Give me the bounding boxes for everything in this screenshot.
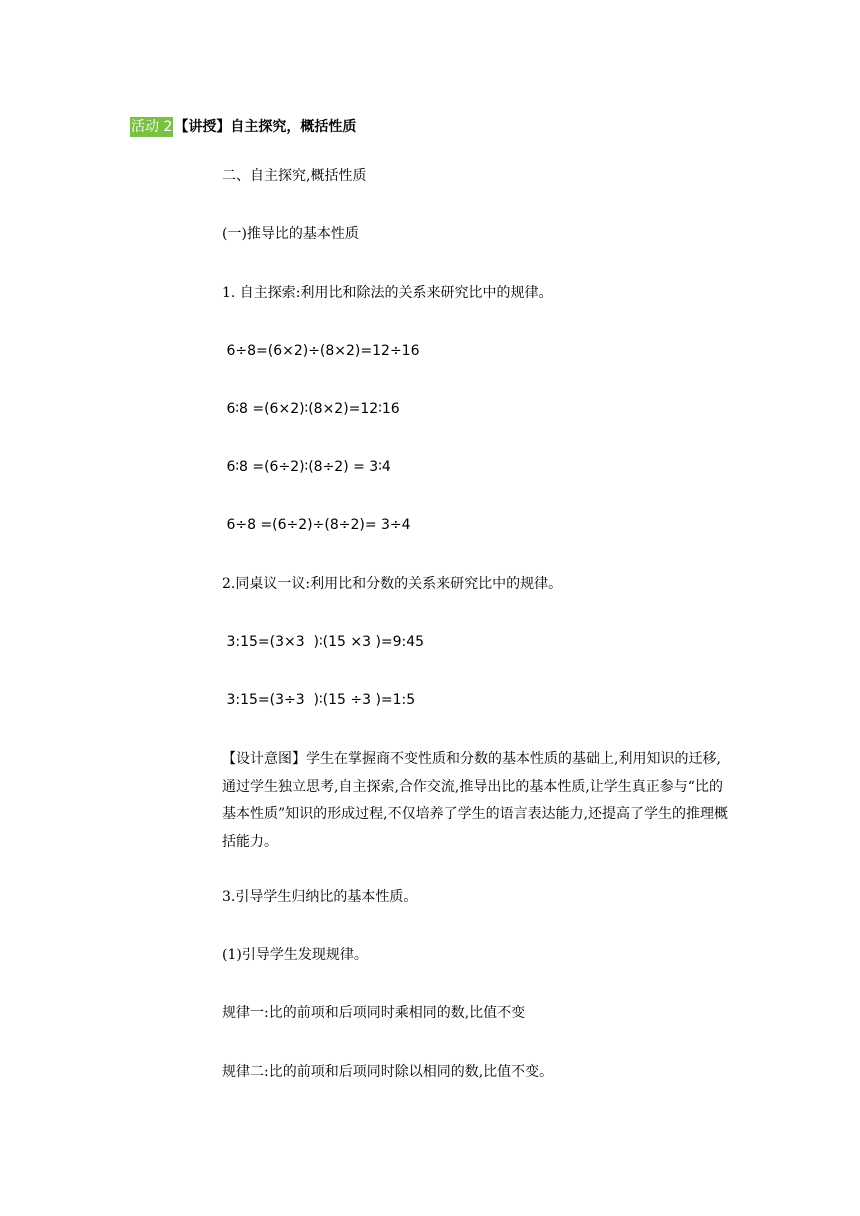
equation-1: 6÷8=(6×2)÷(8×2)=12÷16 — [222, 343, 420, 359]
equation-2: 6∶8 =(6×2)∶(8×2)=12∶16 — [222, 401, 400, 417]
equation-3: 6∶8 =(6÷2)∶(8÷2) = 3∶4 — [222, 459, 391, 475]
equation-4: 6÷8 =(6÷2)÷(8÷2)= 3÷4 — [222, 517, 411, 533]
equation-6: 3:15=(3÷3 )∶(15 ÷3 )=1:5 — [222, 692, 416, 708]
activity-header — [130, 116, 356, 138]
section-heading: 二、自主探究,概括性质 — [222, 168, 367, 184]
rule-2-text: 规律二:比的前项和后项同时除以相同的数,比值不变。 — [222, 1064, 554, 1080]
activity-title: 【讲授】自主探究，概括性质 — [174, 119, 357, 135]
equation-5: 3:15=(3×3 )∶(15 ×3 )=9:45 — [222, 634, 425, 650]
activity-badge: 活动 2 — [131, 119, 173, 135]
rule-1-text: 规律一:比的前项和后项同时乘相同的数,比值不变 — [222, 1005, 526, 1021]
design-intent-paragraph: 【设计意图】学生在掌握商不变性质和分数的基本性质的基础上,利用知识的迁移,通过学生独立思考,自主探索,合作交流,推导出比的基本性质,让学生真正参与“比的基本性质”知识的形成过程,不仅培养了学生的语言表达能力,还提高了学生的推理概括能力。 — [222, 751, 729, 850]
step-3-text: 3.引导学生归纳比的基本性质。 — [222, 889, 418, 905]
subsection-heading: (一)推导比的基本性质 — [222, 226, 359, 242]
step-2-text: 2.同桌议一议:利用比和分数的关系来研究比中的规律。 — [222, 576, 563, 592]
step-3-1-text: (1)引导学生发现规律。 — [222, 947, 368, 963]
step-1-text: 1. 自主探索:利用比和除法的关系来研究比中的规律。 — [222, 285, 553, 301]
